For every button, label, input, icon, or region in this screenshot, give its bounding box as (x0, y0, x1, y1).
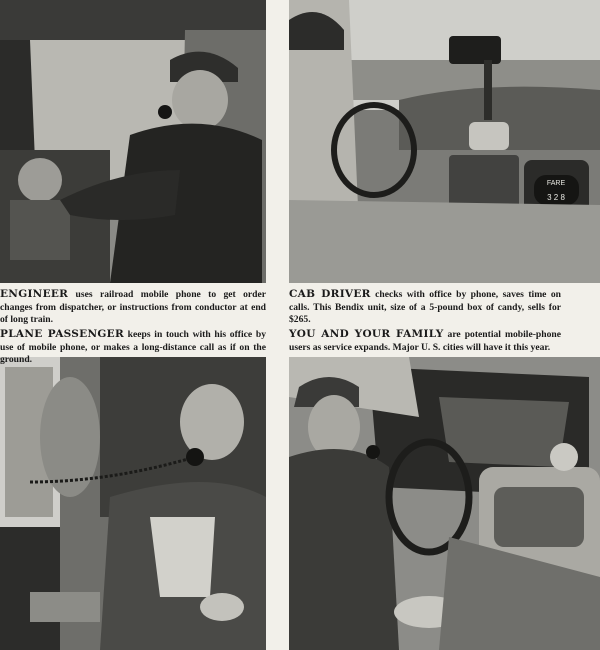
family-car-photo (289, 357, 600, 650)
family-caption-body: are potential mobile-phone users as service expands. Major U. S. cities will have it this year. (289, 329, 561, 353)
plane-passenger-caption-body: keeps in touch with his office by use of mobile phone, or makes a long-distance call as if on the ground. (0, 329, 266, 365)
plane-passenger-caption-head: PLANE PASSENGER (0, 328, 124, 340)
family-caption (289, 328, 561, 354)
plane-passenger-caption (0, 328, 266, 367)
meter-digits: 3 2 8 (547, 193, 565, 202)
plane-passenger-photo (0, 357, 266, 650)
cab-driver-caption (289, 288, 561, 327)
cab-driver-photo (289, 0, 600, 283)
engineer-caption-body: uses railroad mobile phone to get order changes from dispatcher, or instructions from conductor at end of long train. (0, 289, 266, 325)
cab-driver-caption-body: checks with office by phone, saves time on calls. This Bendix unit, size of a 5-pound box of candy, sells for $265. (289, 289, 562, 325)
cab-driver-caption-head: CAB DRIVER (289, 288, 371, 300)
engineer-photo (0, 0, 266, 283)
engineer-caption-head: ENGINEER (0, 288, 69, 300)
engineer-caption (0, 288, 266, 327)
meter-fare-label: FARE (546, 180, 566, 187)
family-caption-head: YOU AND YOUR FAMILY (289, 328, 444, 340)
